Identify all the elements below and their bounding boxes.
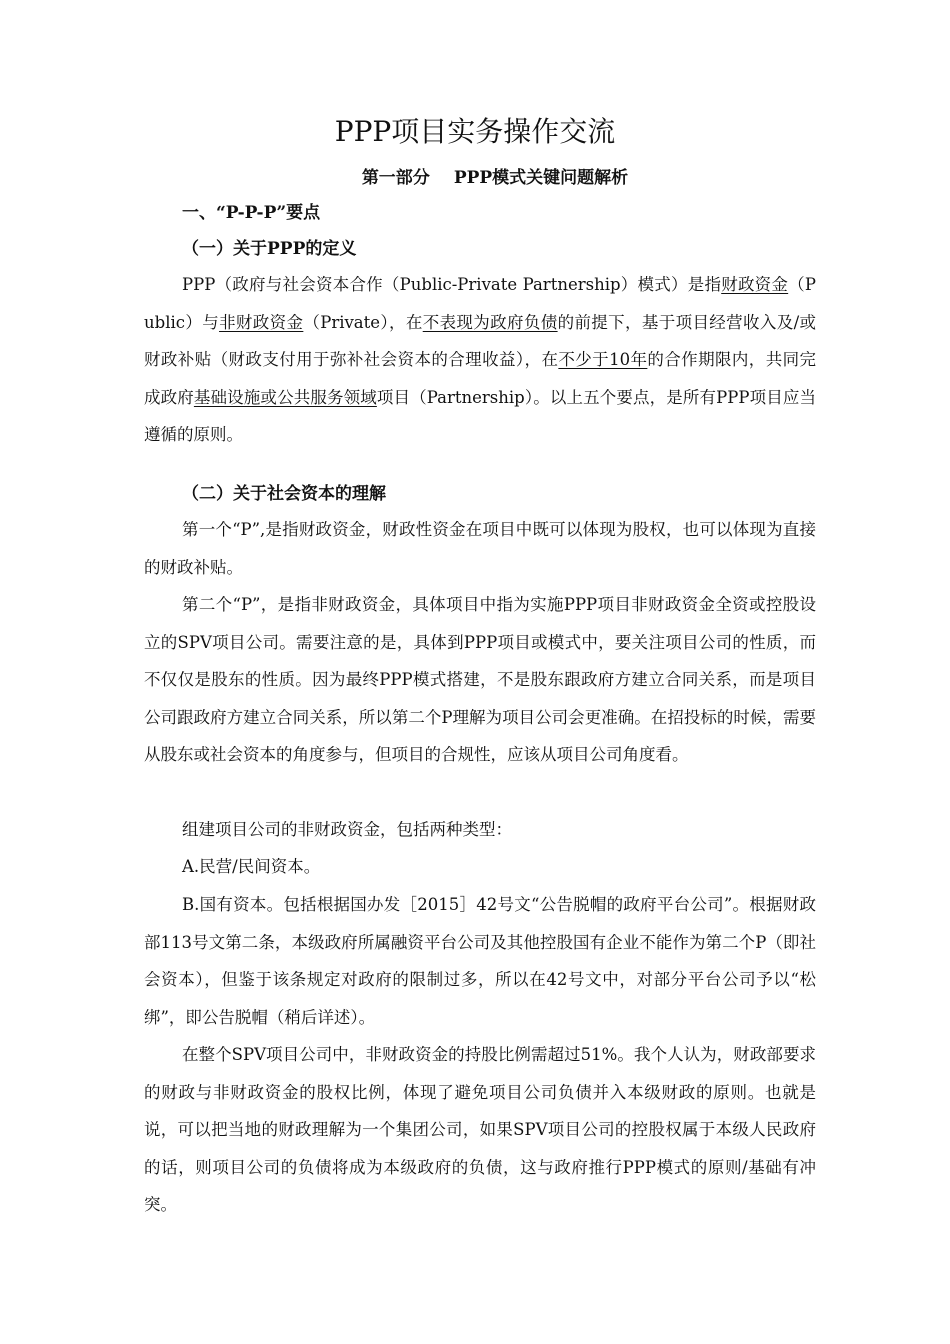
paragraph-type-b: B.国有资本。包括根据国办发［2015］42号文“公告脱帽的政府平台公司”。根据财政部113号文第二条，本级政府所属融资平台公司及其他控股国有企业不能作为第二个P（即社会资本），但鉴于该条规定对政府的限制过多，所以在42号文中，对部分平台公司予以“松绑”，即公告脱帽（稍后详述）。 <box>144 895 816 1027</box>
subsection-heading-social-capital: （二）关于社会资本的理解 <box>182 484 386 504</box>
paragraph-second-p: 第二个“P”，是指非财政资金，具体项目中指为实施PPP项目非财政资金全资或控股设立的SPV项目公司。需要注意的是，具体到PPP项目或模式中，要关注项目公司的性质，而不仅仅是股东的性质。因为最终PPP模式搭建，不是股东跟政府方建立合同关系，而是项目公司跟政府方建立合同关系，所以第二个P理解为项目公司会更准确。在招投标的时候，需要从股东或社会资本的角度参与，但项目的合规性，应该从项目公司角度看。 <box>144 595 816 764</box>
part-title: PPP模式关键问题解析 <box>453 168 629 188</box>
part-heading <box>0 164 950 192</box>
text-run: PPP（政府与社会资本合作（Public-Private Partnership）模式）是指 <box>182 275 722 294</box>
paragraph-definition <box>144 266 816 454</box>
underlined-term-non-fiscal-funds: 非财政资金 <box>219 312 304 332</box>
text-run: 的合作期限内，共同完成政府 <box>144 350 817 407</box>
section-heading-ppp-points: 一、“P-P-P”要点 <box>182 203 321 223</box>
underlined-term-no-government-debt: 不表现为政府负债 <box>422 312 558 332</box>
underlined-term-fiscal-funds: 财政资金 <box>721 275 789 294</box>
text-run: （Private），在 <box>303 312 423 332</box>
paragraph-type-a: A.民营/民间资本。 <box>182 857 321 876</box>
document-title: PPP项目实务操作交流 <box>334 115 616 148</box>
paragraph-types-intro: 组建项目公司的非财政资金，包括两种类型： <box>182 820 512 839</box>
text-run: 项目（Partnership）。以上五个要点，是所有PPP项目应当遵循的原则。 <box>144 387 817 444</box>
underlined-term-ten-years: 不少于10年 <box>558 350 648 369</box>
subsection-heading-definition: （一）关于PPP的定义 <box>182 239 357 259</box>
part-label: 第一部分 <box>361 168 430 188</box>
text-run: （Public）与 <box>144 275 816 332</box>
text-run: 的前提下，基于项目经营收入及/或财政补贴（财政支付用于弥补社会资本的合理收益），在 <box>144 312 817 369</box>
paragraph-first-p: 第一个“P”,是指财政资金，财政性资金在项目中既可以体现为股权，也可以体现为直接的财政补贴。 <box>144 520 816 577</box>
underlined-term-infrastructure: 基础设施或公共服务领域 <box>193 387 377 407</box>
paragraph-shareholding: 在整个SPV项目公司中，非财政资金的持股比例需超过51%。我个人认为，财政部要求的财政与非财政资金的股权比例，体现了避免项目公司负债并入本级财政的原则。也就是说，可以把当地的财政理解为一个集团公司，如果SPV项目公司的控股权属于本级人民政府的话，则项目公司的负债将成为本级政府的负债，这与政府推行PPP模式的原则/基础有冲突。 <box>144 1045 816 1214</box>
